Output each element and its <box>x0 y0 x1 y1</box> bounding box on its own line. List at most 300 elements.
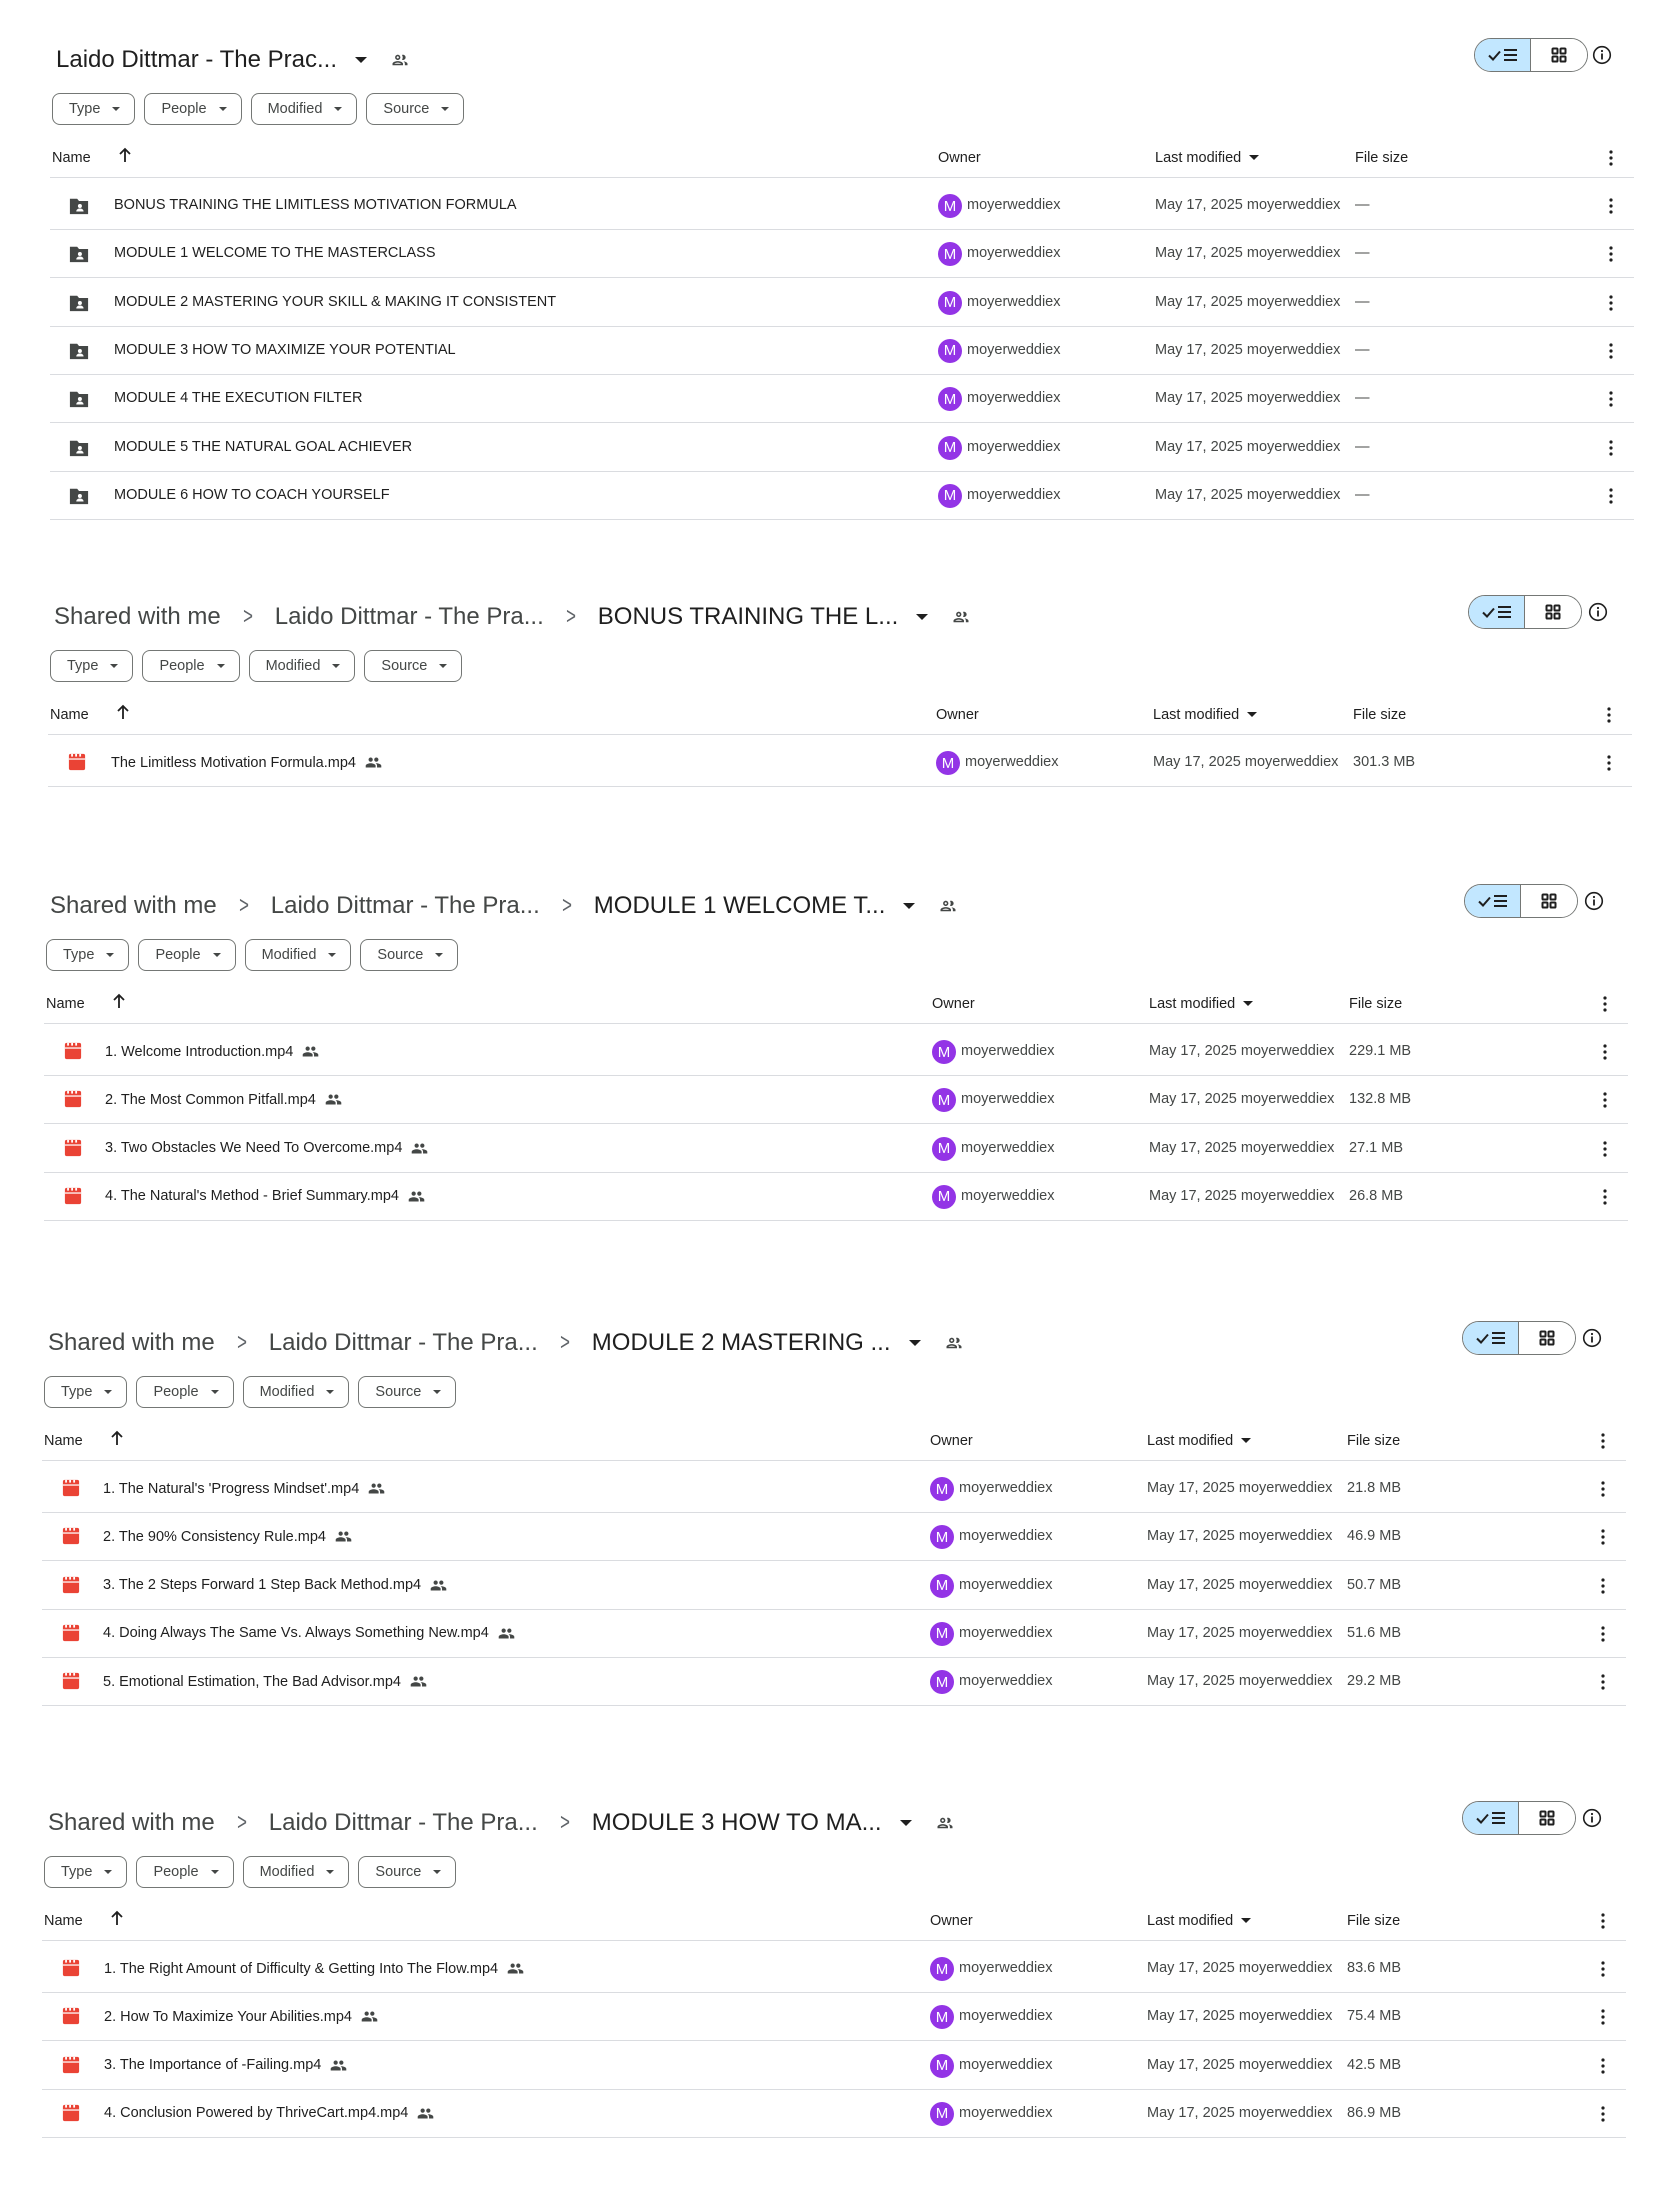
breadcrumb-current-folder[interactable]: BONUS TRAINING THE L... <box>597 603 899 630</box>
table-row[interactable] <box>50 230 1634 278</box>
file-name-label: 2. The Most Common Pitfall.mp4 <box>105 1091 316 1108</box>
more-actions-icon[interactable] <box>1595 1042 1615 1062</box>
table-row[interactable] <box>42 1945 1626 1993</box>
filter-chip-label: Modified <box>259 1384 315 1400</box>
shared-people-icon <box>498 1625 515 1642</box>
grid-view-icon[interactable] <box>1519 1802 1575 1834</box>
chevron-down-icon <box>328 953 336 957</box>
more-actions-icon[interactable] <box>1601 196 1621 216</box>
breadcrumb-current-folder[interactable]: MODULE 2 MASTERING ... <box>591 1329 891 1356</box>
more-actions-icon[interactable] <box>1599 753 1619 773</box>
file-name[interactable] <box>111 754 382 771</box>
list-view-icon[interactable] <box>1475 39 1531 71</box>
chevron-down-icon <box>326 1870 334 1874</box>
more-actions-icon[interactable] <box>1595 1187 1615 1207</box>
filter-chip-label: People <box>159 658 205 674</box>
list-view-icon[interactable] <box>1463 1322 1519 1354</box>
file-size-value: 75.4 MB <box>1347 2008 1401 2025</box>
chevron-down-icon <box>104 1390 112 1394</box>
file-name[interactable] <box>114 390 362 406</box>
file-name[interactable] <box>104 2008 378 2025</box>
column-options-icon[interactable] <box>1599 705 1619 725</box>
filter-chip-type[interactable] <box>46 939 129 971</box>
column-header-last-modified[interactable] <box>1147 1433 1251 1449</box>
sort-descending-caret-icon <box>1241 1918 1251 1923</box>
chevron-down-icon <box>439 664 447 668</box>
table-header <box>42 1421 1626 1461</box>
more-actions-icon[interactable] <box>1595 1139 1615 1159</box>
filter-chip-label: Type <box>67 658 99 674</box>
file-name-label: MODULE 3 HOW TO MAXIMIZE YOUR POTENTIAL <box>114 341 456 358</box>
filter-chip-people[interactable] <box>142 650 239 682</box>
filter-chip-type[interactable] <box>52 93 135 125</box>
breadcrumb <box>44 884 957 928</box>
more-actions-icon[interactable] <box>1593 1624 1613 1644</box>
column-header-last-modified[interactable] <box>1153 707 1257 723</box>
grid-view-icon[interactable] <box>1521 885 1577 917</box>
filter-chip-label: Source <box>383 101 430 117</box>
file-name[interactable] <box>114 342 456 358</box>
table-row[interactable] <box>44 1173 1628 1221</box>
file-name-label: MODULE 6 HOW TO COACH YOURSELF <box>114 486 390 503</box>
shared-people-icon <box>361 2008 378 2025</box>
more-actions-icon[interactable] <box>1593 1479 1613 1499</box>
breadcrumb-current-folder[interactable]: MODULE 1 WELCOME T... <box>593 892 886 919</box>
folder-menu-caret-icon[interactable] <box>903 903 915 909</box>
file-name[interactable] <box>104 2057 347 2074</box>
table-row[interactable] <box>42 1993 1626 2041</box>
more-actions-icon[interactable] <box>1601 438 1621 458</box>
avatar: M <box>938 484 962 508</box>
breadcrumb-item[interactable]: Laido Dittmar - The Pra... <box>268 1329 538 1356</box>
info-icon[interactable] <box>1582 889 1606 913</box>
filter-chip-label: Source <box>375 1864 422 1880</box>
breadcrumb-item[interactable]: Shared with me <box>48 1809 215 1836</box>
avatar: M <box>930 2005 954 2029</box>
folder-menu-caret-icon[interactable] <box>916 614 928 620</box>
filter-chips <box>44 1376 456 1408</box>
filter-chip-people[interactable] <box>144 93 241 125</box>
shared-folder-icon <box>68 438 90 463</box>
shared-people-icon <box>325 1091 342 1108</box>
chevron-right-icon: > <box>565 603 576 630</box>
shared-people-icon <box>368 1480 385 1497</box>
view-toggle[interactable] <box>1468 595 1582 629</box>
info-icon[interactable] <box>1580 1806 1604 1830</box>
file-size-value: 27.1 MB <box>1349 1139 1403 1156</box>
file-name[interactable] <box>104 1960 524 1977</box>
file-name-label: MODULE 5 THE NATURAL GOAL ACHIEVER <box>114 438 413 455</box>
grid-view-icon[interactable] <box>1525 596 1581 628</box>
owner-name: moyerweddiex <box>967 438 1061 455</box>
breadcrumb-item[interactable]: Shared with me <box>48 1329 215 1356</box>
filter-chip-type[interactable] <box>44 1376 127 1408</box>
file-list-panel <box>42 1321 1626 1711</box>
filter-chip-source[interactable] <box>358 1856 456 1888</box>
filter-chip-label: Source <box>381 658 428 674</box>
view-toggle[interactable] <box>1462 1801 1576 1835</box>
column-header-file-size[interactable]: File size <box>1349 996 1403 1012</box>
table-header <box>42 1901 1626 1941</box>
file-size-value: 132.8 MB <box>1349 1091 1412 1108</box>
filter-chip-modified[interactable] <box>249 650 356 682</box>
sort-descending-caret-icon <box>1243 1001 1253 1006</box>
breadcrumb-item[interactable]: Laido Dittmar - The Pra... <box>268 1809 538 1836</box>
file-size-value: — <box>1355 293 1370 310</box>
filter-chip-modified[interactable] <box>243 1376 350 1408</box>
table-row[interactable] <box>50 182 1634 230</box>
folder-menu-caret-icon[interactable] <box>355 57 367 63</box>
owner-name: moyerweddiex <box>959 1673 1053 1690</box>
last-modified-value: May 17, 2025 moyerweddiex <box>1147 1624 1333 1641</box>
avatar: M <box>930 1957 954 1981</box>
filter-chip-label: People <box>153 1864 199 1880</box>
breadcrumb-item[interactable]: Laido Dittmar - The Pra... <box>270 892 540 919</box>
video-file-icon <box>62 1576 80 1599</box>
file-name[interactable] <box>105 1091 342 1108</box>
table-row[interactable] <box>42 1562 1626 1610</box>
last-modified-value: May 17, 2025 moyerweddiex <box>1147 1673 1333 1690</box>
grid-view-icon[interactable] <box>1531 39 1587 71</box>
owner-name: moyerweddiex <box>967 390 1061 407</box>
owner-name: moyerweddiex <box>965 754 1059 770</box>
filter-chip-label: Source <box>377 947 424 963</box>
column-options-icon[interactable] <box>1595 994 1615 1014</box>
more-actions-icon[interactable] <box>1601 389 1621 409</box>
file-name-label: 4. Conclusion Powered by ThriveCart.mp4.mp4 <box>104 2105 409 2122</box>
column-header-file-size[interactable]: File size <box>1347 1433 1401 1449</box>
filter-chip-people[interactable] <box>136 1856 233 1888</box>
info-icon[interactable] <box>1580 1326 1604 1350</box>
file-list-panel <box>44 884 1628 1225</box>
table-row[interactable] <box>50 375 1634 423</box>
file-size-value: 26.8 MB <box>1349 1187 1403 1204</box>
shared-folder-icon <box>68 244 90 269</box>
shared-folder-icon <box>68 341 90 366</box>
shared-people-icon <box>417 2105 434 2122</box>
more-actions-icon[interactable] <box>1601 293 1621 313</box>
avatar: M <box>938 339 962 363</box>
sort-descending-caret-icon <box>1249 155 1259 160</box>
file-name[interactable] <box>105 1140 428 1157</box>
file-name[interactable] <box>114 294 556 310</box>
table-row[interactable] <box>50 472 1634 520</box>
filter-chip-label: Modified <box>267 101 323 117</box>
file-name[interactable] <box>103 1673 427 1690</box>
avatar: M <box>932 1088 956 1112</box>
last-modified-value: May 17, 2025 moyerweddiex <box>1147 2008 1333 2025</box>
filter-chip-label: Type <box>61 1864 93 1880</box>
last-modified-value: May 17, 2025 moyerweddiex <box>1147 2104 1333 2121</box>
filter-chip-label: People <box>161 101 207 117</box>
shared-folder-icon <box>68 196 90 221</box>
table-row[interactable] <box>44 1076 1628 1124</box>
last-modified-value: May 17, 2025 moyerweddiex <box>1155 293 1341 310</box>
file-name-label: 3. Two Obstacles We Need To Overcome.mp4 <box>105 1140 403 1157</box>
table-row[interactable] <box>44 1125 1628 1173</box>
sort-ascending-icon[interactable] <box>116 704 130 725</box>
owner-name: moyerweddiex <box>959 1576 1053 1593</box>
column-header-last-modified[interactable] <box>1155 150 1259 166</box>
table-row[interactable] <box>42 1610 1626 1658</box>
shared-people-icon <box>335 1528 352 1545</box>
filter-chip-people[interactable] <box>138 939 235 971</box>
filter-chips <box>44 1856 456 1888</box>
filter-chip-source[interactable] <box>366 93 464 125</box>
column-header-last-modified-label: Last modified <box>1155 150 1242 166</box>
shared-people-icon <box>507 1960 524 1977</box>
column-options-icon[interactable] <box>1593 1431 1613 1451</box>
sort-descending-caret-icon <box>1241 1438 1251 1443</box>
video-file-icon <box>62 1959 80 1982</box>
column-header-owner: Owner <box>930 1433 973 1449</box>
last-modified-value: May 17, 2025 moyerweddiex <box>1155 197 1341 213</box>
shared-people-icon <box>411 1140 428 1157</box>
table-row[interactable] <box>42 2090 1626 2138</box>
chevron-down-icon <box>433 1390 441 1394</box>
more-actions-icon[interactable] <box>1593 2104 1613 2124</box>
file-size-value: — <box>1355 341 1370 358</box>
chevron-down-icon <box>219 107 227 111</box>
chevron-right-icon: > <box>561 892 572 919</box>
column-header-name[interactable]: Name <box>52 150 91 166</box>
filter-chip-label: Modified <box>261 947 317 963</box>
chevron-down-icon <box>217 664 225 668</box>
filter-chip-modified[interactable] <box>245 939 352 971</box>
file-name-label: BONUS TRAINING THE LIMITLESS MOTIVATION FORMULA <box>114 197 517 213</box>
view-toggle[interactable] <box>1462 1321 1576 1355</box>
filter-chip-type[interactable] <box>44 1856 127 1888</box>
owner-name: moyerweddiex <box>961 1043 1055 1059</box>
last-modified-value: May 17, 2025 moyerweddiex <box>1147 1960 1333 1976</box>
column-header-name[interactable]: Name <box>46 996 85 1012</box>
last-modified-value: May 17, 2025 moyerweddiex <box>1147 1576 1333 1593</box>
breadcrumb-item[interactable]: Laido Dittmar - The Pra... <box>274 603 544 630</box>
owner-name: moyerweddiex <box>967 293 1061 310</box>
column-header-name[interactable]: Name <box>44 1913 83 1929</box>
filter-chip-source[interactable] <box>360 939 458 971</box>
file-name-label: MODULE 1 WELCOME TO THE MASTERCLASS <box>114 245 436 262</box>
file-size-value: 51.6 MB <box>1347 1624 1401 1641</box>
file-name[interactable] <box>114 245 436 261</box>
breadcrumb-item[interactable]: Shared with me <box>54 603 221 630</box>
more-actions-icon[interactable] <box>1601 486 1621 506</box>
table-row[interactable] <box>42 2042 1626 2090</box>
avatar: M <box>938 242 962 266</box>
sort-ascending-icon[interactable] <box>112 993 126 1014</box>
avatar: M <box>932 1185 956 1209</box>
avatar: M <box>930 2102 954 2126</box>
avatar: M <box>930 1525 954 1549</box>
owner-name: moyerweddiex <box>959 1480 1053 1496</box>
more-actions-icon[interactable] <box>1593 1959 1613 1979</box>
file-name[interactable] <box>105 1188 425 1205</box>
column-header-last-modified[interactable] <box>1149 996 1253 1012</box>
video-file-icon <box>62 1624 80 1647</box>
shared-folder-people-icon <box>952 608 970 626</box>
filter-chip-label: Type <box>61 1384 93 1400</box>
folder-menu-caret-icon[interactable] <box>900 1820 912 1826</box>
breadcrumb <box>48 595 970 639</box>
file-name[interactable] <box>103 1480 385 1497</box>
file-list-panel <box>42 1801 1626 2142</box>
file-name[interactable] <box>114 197 517 213</box>
table-row[interactable] <box>50 279 1634 327</box>
shared-people-icon <box>365 754 382 771</box>
grid-view-icon[interactable] <box>1519 1322 1575 1354</box>
list-view-icon[interactable] <box>1469 596 1525 628</box>
filter-chips <box>46 939 458 971</box>
breadcrumb-item[interactable]: Shared with me <box>50 892 217 919</box>
file-name[interactable] <box>114 487 390 503</box>
file-name-label: 2. The 90% Consistency Rule.mp4 <box>103 1528 326 1545</box>
file-name-label: 3. The 2 Steps Forward 1 Step Back Method.mp4 <box>103 1577 422 1594</box>
more-actions-icon[interactable] <box>1593 2056 1613 2076</box>
column-header-owner: Owner <box>938 150 981 166</box>
last-modified-value: May 17, 2025 moyerweddiex <box>1153 754 1339 770</box>
file-list-panel <box>50 38 1634 524</box>
last-modified-value: May 17, 2025 moyerweddiex <box>1149 1091 1335 1108</box>
view-toggle[interactable] <box>1474 38 1588 72</box>
sort-ascending-icon[interactable] <box>110 1910 124 1931</box>
more-actions-icon[interactable] <box>1593 2007 1613 2027</box>
avatar: M <box>930 1574 954 1598</box>
chevron-down-icon <box>332 664 340 668</box>
avatar: M <box>932 1137 956 1161</box>
filter-chip-modified[interactable] <box>243 1856 350 1888</box>
more-actions-icon[interactable] <box>1601 341 1621 361</box>
more-actions-icon[interactable] <box>1593 1527 1613 1547</box>
avatar: M <box>936 751 960 775</box>
filter-chip-modified[interactable] <box>251 93 358 125</box>
file-name[interactable] <box>105 1043 319 1060</box>
breadcrumb-current-folder[interactable]: Laido Dittmar - The Prac... <box>56 46 337 73</box>
column-options-icon[interactable] <box>1593 1911 1613 1931</box>
more-actions-icon[interactable] <box>1601 244 1621 264</box>
info-icon[interactable] <box>1590 43 1614 67</box>
column-header-name[interactable]: Name <box>50 707 89 723</box>
file-size-value: 301.3 MB <box>1353 754 1416 770</box>
table-row[interactable] <box>50 327 1634 375</box>
video-file-icon <box>62 2056 80 2079</box>
file-name-label: 2. How To Maximize Your Abilities.mp4 <box>104 2008 352 2025</box>
owner-name: moyerweddiex <box>959 1624 1053 1641</box>
info-icon[interactable] <box>1586 600 1610 624</box>
file-size-value: 86.9 MB <box>1347 2104 1401 2121</box>
filter-chip-source[interactable] <box>364 650 462 682</box>
column-options-icon[interactable] <box>1601 148 1621 168</box>
chevron-down-icon <box>110 664 118 668</box>
shared-folder-people-icon <box>936 1814 954 1832</box>
column-header-owner: Owner <box>930 1913 973 1929</box>
column-header-name[interactable]: Name <box>44 1433 83 1449</box>
view-toggle[interactable] <box>1464 884 1578 918</box>
column-header-file-size[interactable]: File size <box>1355 150 1409 166</box>
sort-ascending-icon[interactable] <box>110 1430 124 1451</box>
table-row[interactable] <box>42 1658 1626 1706</box>
avatar: M <box>938 291 962 315</box>
file-size-value: 46.9 MB <box>1347 1528 1401 1545</box>
file-name[interactable] <box>103 1625 515 1642</box>
owner-name: moyerweddiex <box>967 486 1061 503</box>
more-actions-icon[interactable] <box>1593 1672 1613 1692</box>
owner-name: moyerweddiex <box>967 197 1061 213</box>
table-row[interactable] <box>42 1513 1626 1561</box>
file-name[interactable] <box>103 1528 352 1545</box>
file-name[interactable] <box>114 439 412 455</box>
table-row[interactable] <box>48 739 1632 787</box>
chevron-down-icon <box>112 107 120 111</box>
file-size-value: 29.2 MB <box>1347 1673 1401 1690</box>
last-modified-value: May 17, 2025 moyerweddiex <box>1155 390 1341 407</box>
folder-menu-caret-icon[interactable] <box>909 1340 921 1346</box>
owner-name: moyerweddiex <box>959 2104 1053 2121</box>
last-modified-value: May 17, 2025 moyerweddiex <box>1149 1139 1335 1156</box>
file-size-value: — <box>1355 438 1370 455</box>
last-modified-value: May 17, 2025 moyerweddiex <box>1147 1480 1333 1496</box>
video-file-icon <box>64 1139 82 1162</box>
chevron-down-icon <box>435 953 443 957</box>
file-size-value: 83.6 MB <box>1347 1960 1401 1976</box>
more-actions-icon[interactable] <box>1593 1576 1613 1596</box>
file-size-value: — <box>1355 197 1370 213</box>
filter-chip-label: People <box>153 1384 199 1400</box>
column-header-last-modified-label: Last modified <box>1149 996 1236 1012</box>
file-name-label: 5. Emotional Estimation, The Bad Advisor.mp4 <box>103 1673 401 1690</box>
column-header-file-size[interactable]: File size <box>1347 1913 1401 1929</box>
table-header <box>44 984 1628 1024</box>
file-name-label: 1. The Natural's 'Progress Mindset'.mp4 <box>103 1480 360 1497</box>
filter-chip-type[interactable] <box>50 650 133 682</box>
shared-folder-people-icon <box>945 1334 963 1352</box>
chevron-right-icon: > <box>238 892 249 919</box>
owner-name: moyerweddiex <box>959 2056 1053 2073</box>
video-file-icon <box>64 1042 82 1065</box>
breadcrumb <box>50 38 409 82</box>
sort-ascending-icon[interactable] <box>118 147 132 168</box>
column-header-owner: Owner <box>932 996 975 1012</box>
shared-folder-icon <box>68 293 90 318</box>
chevron-down-icon <box>213 953 221 957</box>
breadcrumb-current-folder[interactable]: MODULE 3 HOW TO MA... <box>591 1809 882 1836</box>
last-modified-value: May 17, 2025 moyerweddiex <box>1149 1043 1335 1059</box>
chevron-right-icon: > <box>236 1809 247 1836</box>
column-header-last-modified-label: Last modified <box>1153 707 1240 723</box>
column-header-last-modified[interactable] <box>1147 1913 1251 1929</box>
table-row[interactable] <box>50 424 1634 472</box>
owner-name: moyerweddiex <box>959 1528 1053 1545</box>
file-name-label: 4. The Natural's Method - Brief Summary.mp4 <box>105 1188 399 1205</box>
avatar: M <box>930 1477 954 1501</box>
table-row[interactable] <box>42 1465 1626 1513</box>
more-actions-icon[interactable] <box>1595 1090 1615 1110</box>
list-view-icon[interactable] <box>1465 885 1521 917</box>
table-row[interactable] <box>44 1028 1628 1076</box>
file-name[interactable] <box>103 1577 447 1594</box>
filter-chip-label: Modified <box>265 658 321 674</box>
avatar: M <box>930 2054 954 2078</box>
chevron-down-icon <box>326 1390 334 1394</box>
chevron-down-icon <box>104 1870 112 1874</box>
filter-chip-people[interactable] <box>136 1376 233 1408</box>
list-view-icon[interactable] <box>1463 1802 1519 1834</box>
filter-chip-source[interactable] <box>358 1376 456 1408</box>
file-name[interactable] <box>104 2105 434 2122</box>
column-header-file-size[interactable]: File size <box>1353 707 1407 723</box>
file-name-label: 4. Doing Always The Same Vs. Always Something New.mp4 <box>103 1625 489 1642</box>
filter-chip-label: Modified <box>259 1864 315 1880</box>
filter-chips <box>50 650 462 682</box>
